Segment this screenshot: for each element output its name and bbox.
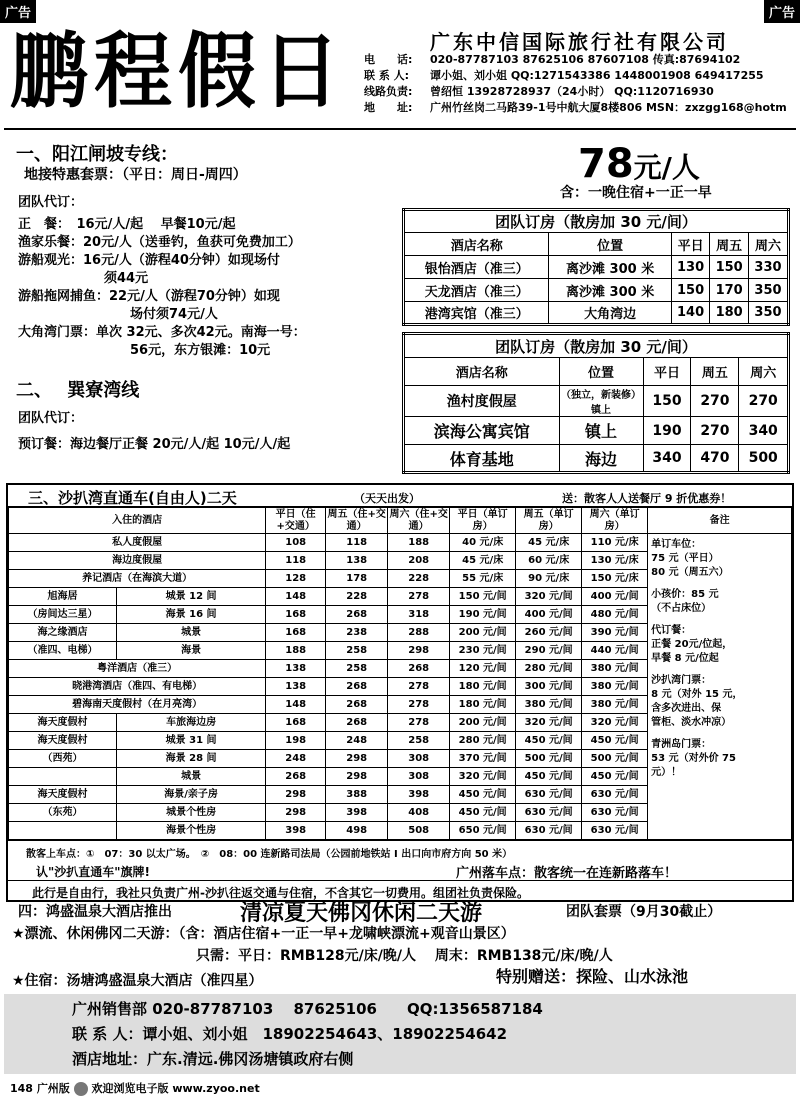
section3-title: 三、沙扒湾直通车(自由人)二天 xyxy=(28,489,237,507)
contact-label: 联 系 人: xyxy=(364,69,410,82)
price-unit: 元/人 xyxy=(633,151,700,184)
col-header: 酒店名称 xyxy=(404,358,560,386)
cell: 188 xyxy=(388,534,450,552)
cell: 300 元/间 xyxy=(516,678,582,696)
cell: 银怡酒店（准三） xyxy=(404,256,549,279)
cell: 110 元/床 xyxy=(582,534,648,552)
col-header: 周六（单订房） xyxy=(582,508,648,534)
shaba-price-table xyxy=(8,507,792,840)
cell: 海天度假村 xyxy=(9,714,117,732)
cell: 340 xyxy=(739,417,789,445)
contact-value: 020-87787103 87625106 87607108 传真:87694102 xyxy=(430,53,741,66)
cell: 630 元/间 xyxy=(516,786,582,804)
cell: 278 xyxy=(388,714,450,732)
cell: 268 xyxy=(326,696,388,714)
cell: 120 元/间 xyxy=(450,660,516,678)
cell: 298 xyxy=(266,786,326,804)
note-line: 8 元（对外 15 元， xyxy=(651,689,743,700)
cell: 508 xyxy=(388,822,450,840)
cell: 278 xyxy=(388,588,450,606)
dropoff-point: 广州落车点：散客统一在连新路落车！ xyxy=(456,866,678,881)
cell: 268 xyxy=(388,660,450,678)
cell: 260 元/间 xyxy=(516,624,582,642)
ad-tag-left: 广告 xyxy=(0,0,36,23)
list-item: 渔家乐餐：20元/人（送垂钓，鱼获可免费加工） xyxy=(18,235,301,250)
cell: 208 xyxy=(388,552,450,570)
cell: 400 元/间 xyxy=(582,588,648,606)
website[interactable]: 欢迎浏览电子版 www.zyoo.net xyxy=(91,1082,260,1095)
cell: 398 xyxy=(266,822,326,840)
cell: 168 xyxy=(266,606,326,624)
cell: （准四、电梯） xyxy=(9,642,117,660)
cell xyxy=(9,822,117,840)
cell: （东苑） xyxy=(9,804,117,822)
contact-label: 电 话: xyxy=(364,53,413,66)
col-header: 周五（住+交通） xyxy=(327,508,386,532)
cell: 养记酒店（在海滨大道） xyxy=(9,570,266,588)
cell: 150 元/间 xyxy=(450,588,516,606)
note-line: 代订餐： xyxy=(651,625,692,636)
col-header: 平日（住+交通） xyxy=(266,508,326,534)
cell: 290 元/间 xyxy=(516,642,582,660)
cell: 318 xyxy=(388,606,450,624)
cell: 90 元/床 xyxy=(516,570,582,588)
cell: 480 元/间 xyxy=(582,606,648,624)
cell: 城景 xyxy=(117,768,266,786)
cell: 148 xyxy=(266,588,326,606)
section4-line2: 只需：平日：RMB128元/床/晚/人 周末：RMB138元/床/晚/人 xyxy=(196,948,613,964)
list-item: 团队代订： xyxy=(18,411,84,426)
contact-value: 曾绍恒 13928728937（24小时） QQ:1120716930 xyxy=(430,85,714,98)
cell: 旭海居 xyxy=(9,588,117,606)
cell: 体育基地 xyxy=(404,445,560,473)
cell: 海景个性房 xyxy=(117,822,266,840)
note-line: 早餐 8 元/位起 xyxy=(651,653,719,664)
cell: 离沙滩 300 米 xyxy=(549,279,671,302)
cell: 278 xyxy=(388,696,450,714)
section4-line3: ★住宿：汤塘鸿盛温泉大酒店（准四星） xyxy=(12,973,263,989)
section4-prefix: 四：鸿盛温泉大酒店推出 xyxy=(18,904,172,920)
edition: 广州版 xyxy=(36,1082,70,1095)
cell: 298 xyxy=(326,768,388,786)
note-line: 管柜、淡水冲凉） xyxy=(651,717,732,728)
cell: 城景 xyxy=(117,624,266,642)
cell: 320 元/间 xyxy=(450,768,516,786)
cell: 258 xyxy=(388,732,450,750)
cell: 258 xyxy=(326,642,388,660)
brand-note: 认"沙扒直通车"旗牌! xyxy=(36,865,150,879)
group-room-table-2 xyxy=(402,332,790,474)
table-title: 团队订房（散房加 30 元/间） xyxy=(404,210,789,233)
cell: 150 xyxy=(671,279,710,302)
cell: 140 xyxy=(671,302,710,325)
pickup-point: 散客上车点：① 07：30 以太广场。 ② 08：00 连新路司法局（公园前地铁站 I 出口向市府方向 50 米） xyxy=(26,849,513,860)
note-line: 元）！ xyxy=(651,767,682,778)
contact-label: 线路负责: xyxy=(364,85,413,98)
section1-items xyxy=(18,190,398,360)
cell: 380 元/间 xyxy=(582,696,648,714)
section1-subtitle: 地接特惠套票：（平日：周日-周四） xyxy=(24,167,247,183)
cell: 330 xyxy=(748,256,788,279)
list-item: 56元，东方银滩：10元 xyxy=(130,343,271,358)
contact-panel xyxy=(4,994,796,1074)
cell: 450 元/间 xyxy=(582,768,648,786)
cell: 320 元/间 xyxy=(516,588,582,606)
cell: 268 xyxy=(326,714,388,732)
cell: 镇上 xyxy=(559,417,643,445)
cell: 280 元/间 xyxy=(450,732,516,750)
cell: 298 xyxy=(326,750,388,768)
note-line: （不占床位） xyxy=(651,603,712,614)
cell: 150 xyxy=(643,386,691,417)
cell: 370 元/间 xyxy=(450,750,516,768)
table-row xyxy=(404,417,789,445)
cell: 450 元/间 xyxy=(516,768,582,786)
cell: 45 元/床 xyxy=(516,534,582,552)
contact-label: 地 址: xyxy=(364,101,413,114)
cell: 650 元/间 xyxy=(450,822,516,840)
list-item: 场付须74元/人 xyxy=(130,307,218,322)
section4-gift: 特别赠送：探险、山水泳池 xyxy=(496,967,689,986)
cell: 500 xyxy=(739,445,789,473)
cell: 380 元/间 xyxy=(582,678,648,696)
cell: 150 元/床 xyxy=(582,570,648,588)
cell: 108 xyxy=(266,534,326,552)
cell: （房间达三星） xyxy=(9,606,117,624)
cell: 350 xyxy=(748,302,788,325)
list-item: 游船观光：16元/人（游程40分钟）如现场付 xyxy=(18,253,280,268)
cell: 海景/亲子房 xyxy=(117,786,266,804)
sales-line: 广州销售部 020-87787103 87625106 QQ:1356587184 xyxy=(72,1000,543,1018)
cell: 180 xyxy=(710,302,749,325)
cell: 238 xyxy=(326,624,388,642)
note-line: 含多次进出、保 xyxy=(651,703,722,714)
cell: 308 xyxy=(388,750,450,768)
cell: 大角湾边 xyxy=(549,302,671,325)
cell: 178 xyxy=(326,570,388,588)
cell: 270 xyxy=(691,386,739,417)
col-header: 周五 xyxy=(710,233,749,256)
cell: 138 xyxy=(266,678,326,696)
cell: 350 xyxy=(748,279,788,302)
list-item: 游船拖网捕鱼：22元/人（游程70分钟）如现 xyxy=(18,289,280,304)
cell: 398 xyxy=(388,786,450,804)
cell: 148 xyxy=(266,696,326,714)
cell: 180 元/间 xyxy=(450,678,516,696)
section4-headline: 清凉夏天佛冈休闲二天游 xyxy=(240,901,483,926)
cell: 500 元/间 xyxy=(516,750,582,768)
cell: 138 xyxy=(326,552,388,570)
cell: 海之缘酒店 xyxy=(9,624,117,642)
col-header: 备注 xyxy=(648,508,792,534)
cell: 天龙酒店（准三） xyxy=(404,279,549,302)
col-header: 周五（单订房） xyxy=(516,508,582,534)
price-value: 78 xyxy=(578,141,634,187)
section3-daily: （天天出发） xyxy=(354,492,420,505)
cell: 398 xyxy=(326,804,388,822)
cell: 55 元/床 xyxy=(450,570,516,588)
cell: 630 元/间 xyxy=(582,786,648,804)
cell: 450 元/间 xyxy=(450,786,516,804)
cell: 40 元/床 xyxy=(450,534,516,552)
note-line: 沙扒湾门票： xyxy=(651,675,712,686)
cell: 海边 xyxy=(559,445,643,473)
disclaimer: 此行是自由行，我社只负责广州-沙扒往返交通与住宿，不含其它一切费用。组团社负责保险。 xyxy=(32,886,529,900)
cell: 城景个性房 xyxy=(117,804,266,822)
note-line: 青洲岛门票： xyxy=(651,739,712,750)
cell: 168 xyxy=(266,624,326,642)
cell: 私人度假屋 xyxy=(9,534,266,552)
section1-includes: 含：一晚住宿+一正一早 xyxy=(560,185,712,201)
table-row xyxy=(404,302,789,325)
cell: 130 元/床 xyxy=(582,552,648,570)
cell: 粤洋酒店（准三） xyxy=(9,660,266,678)
cell: 258 xyxy=(326,660,388,678)
cell: （西苑） xyxy=(9,750,117,768)
cell: 630 元/间 xyxy=(582,804,648,822)
cell: 200 元/间 xyxy=(450,624,516,642)
cell: 港湾宾馆（准三） xyxy=(404,302,549,325)
note-line: 53 元（对外价 75 xyxy=(651,753,736,764)
hotel-address-line: 酒店地址：广东.清远.佛冈汤塘镇政府右侧 xyxy=(72,1050,354,1068)
cell: 海景 16 间 xyxy=(117,606,266,624)
cell: 248 xyxy=(266,750,326,768)
cell: 450 元/间 xyxy=(450,804,516,822)
shaba-direct-bus-section xyxy=(6,483,794,902)
logo-icon xyxy=(74,1082,88,1096)
cell: 268 xyxy=(266,768,326,786)
section3-gift: 送：散客人人送餐厅 9 折优惠券！ xyxy=(562,492,732,505)
cell: 碧海南天度假村（在月亮湾） xyxy=(9,696,266,714)
cell: 228 xyxy=(388,570,450,588)
cell: 170 xyxy=(710,279,749,302)
list-item: 团队代订： xyxy=(18,195,84,210)
cell: 450 元/间 xyxy=(516,732,582,750)
cell: 450 元/间 xyxy=(582,732,648,750)
col-header: 酒店名称 xyxy=(404,233,549,256)
cell: 128 xyxy=(266,570,326,588)
cell: 630 元/间 xyxy=(516,804,582,822)
cell: 630 元/间 xyxy=(516,822,582,840)
cell: 500 元/间 xyxy=(582,750,648,768)
cell: 380 元/间 xyxy=(516,696,582,714)
cell: 440 元/间 xyxy=(582,642,648,660)
col-header: 周五 xyxy=(691,358,739,386)
cell: 308 xyxy=(388,768,450,786)
contact-value: 广州竹丝岗二马路39-1号中航大厦8楼806 MSN：zxzgg168@hotm xyxy=(430,101,787,114)
section4-tail: 团队套票（9月30截止） xyxy=(566,904,722,920)
table-row xyxy=(404,386,789,417)
cell: 城景 12 间 xyxy=(117,588,266,606)
cell: 车旅海边房 xyxy=(117,714,266,732)
ad-tag-right: 广告 xyxy=(764,0,800,23)
note-line: 75 元（平日） xyxy=(651,553,719,564)
cell: 270 xyxy=(739,386,789,417)
cell: 630 元/间 xyxy=(582,822,648,840)
list-item: 大角湾门票：单次 32元、多次42元。南海一号： xyxy=(18,325,306,340)
section1-price xyxy=(578,142,700,190)
cell: 138 xyxy=(266,660,326,678)
cell: 海天度假村 xyxy=(9,732,117,750)
cell: 280 元/间 xyxy=(516,660,582,678)
cell: 滨海公寓宾馆 xyxy=(404,417,560,445)
note-line: 单订车位： xyxy=(651,539,702,550)
cell: 320 元/间 xyxy=(516,714,582,732)
cell: 230 元/间 xyxy=(450,642,516,660)
cell: 298 xyxy=(388,642,450,660)
section1-title: 一、阳江闸坡专线： xyxy=(16,144,178,165)
cell: 248 xyxy=(326,732,388,750)
col-header: 周六 xyxy=(748,233,788,256)
cell: 408 xyxy=(388,804,450,822)
contact-block xyxy=(364,52,794,116)
cell: 晓港湾酒店（准四、有电梯） xyxy=(9,678,266,696)
company-name: 广东中信国际旅行社有限公司 xyxy=(430,30,729,54)
cell: 45 元/床 xyxy=(450,552,516,570)
col-header: 平日 xyxy=(643,358,691,386)
cell: 渔村度假屋 xyxy=(404,386,560,417)
divider xyxy=(4,128,796,130)
cell: 海景 xyxy=(117,642,266,660)
contact-person-line: 联 系 人：谭小姐、刘小姐 18902254643、18902254642 xyxy=(72,1025,508,1043)
section2-title: 二、 巽寮湾线 xyxy=(16,380,140,401)
cell: 190 元/间 xyxy=(450,606,516,624)
cell: 268 xyxy=(326,678,388,696)
page-footer xyxy=(10,1080,260,1096)
cell: 278 xyxy=(388,678,450,696)
col-header: 平日 xyxy=(671,233,710,256)
table-row xyxy=(9,534,792,552)
cell: 470 xyxy=(691,445,739,473)
cell: 180 元/间 xyxy=(450,696,516,714)
contact-value: 谭小姐、刘小姐 QQ:1271543386 1448001908 649417255 xyxy=(430,69,764,82)
cell: 海边度假屋 xyxy=(9,552,266,570)
brand-logo: 鹏程假日 xyxy=(10,23,347,120)
table-title: 团队订房（散房加 30 元/间） xyxy=(404,334,789,358)
col-header: 位置 xyxy=(559,358,643,386)
col-header: 位置 xyxy=(549,233,671,256)
cell: 188 xyxy=(266,642,326,660)
cell: 498 xyxy=(326,822,388,840)
cell: 200 元/间 xyxy=(450,714,516,732)
cell: 130 xyxy=(671,256,710,279)
group-room-table-1 xyxy=(402,208,790,326)
note-line: 80 元（周五六） xyxy=(651,567,729,578)
cell: 400 元/间 xyxy=(516,606,582,624)
table-row xyxy=(404,279,789,302)
cell: 海景 28 间 xyxy=(117,750,266,768)
cell: 海天度假村 xyxy=(9,786,117,804)
cell: 118 xyxy=(266,552,326,570)
cell: 388 xyxy=(326,786,388,804)
cell: 城景 31 间 xyxy=(117,732,266,750)
cell: 60 元/床 xyxy=(516,552,582,570)
page-number: 148 xyxy=(10,1082,33,1095)
cell: （独立，新装修）镇上 xyxy=(559,386,643,417)
col-header: 周六 xyxy=(739,358,789,386)
col-header: 周六（住+交通） xyxy=(389,508,448,532)
note-line: 小孩价：85 元 xyxy=(651,589,719,600)
cell: 340 xyxy=(643,445,691,473)
col-header: 平日（单订房） xyxy=(450,508,516,534)
cell: 288 xyxy=(388,624,450,642)
list-item: 须44元 xyxy=(104,271,149,286)
cell: 118 xyxy=(326,534,388,552)
cell: 268 xyxy=(326,606,388,624)
list-item: 预订餐：海边餐厅正餐 20元/人/起 10元/人/起 xyxy=(18,437,291,452)
cell: 190 xyxy=(643,417,691,445)
cell: 228 xyxy=(326,588,388,606)
list-item: 正 餐： 16元/人/起 早餐10元/起 xyxy=(18,217,236,232)
cell: 298 xyxy=(266,804,326,822)
cell: 168 xyxy=(266,714,326,732)
col-header: 入住的酒店 xyxy=(9,508,266,534)
table-row xyxy=(404,256,789,279)
cell: 380 元/间 xyxy=(582,660,648,678)
cell: 150 xyxy=(710,256,749,279)
cell: 270 xyxy=(691,417,739,445)
note-line: 正餐 20元/位起， xyxy=(651,639,733,650)
table-row xyxy=(404,445,789,473)
notes-cell xyxy=(648,534,792,840)
section4-line1: ★漂流、休闲佛冈二天游：（含：酒店住宿+一正一早+龙啸峡漂流+观音山景区） xyxy=(12,926,515,942)
cell: 390 元/间 xyxy=(582,624,648,642)
cell: 离沙滩 300 米 xyxy=(549,256,671,279)
cell: 198 xyxy=(266,732,326,750)
cell xyxy=(9,768,117,786)
cell: 320 元/间 xyxy=(582,714,648,732)
